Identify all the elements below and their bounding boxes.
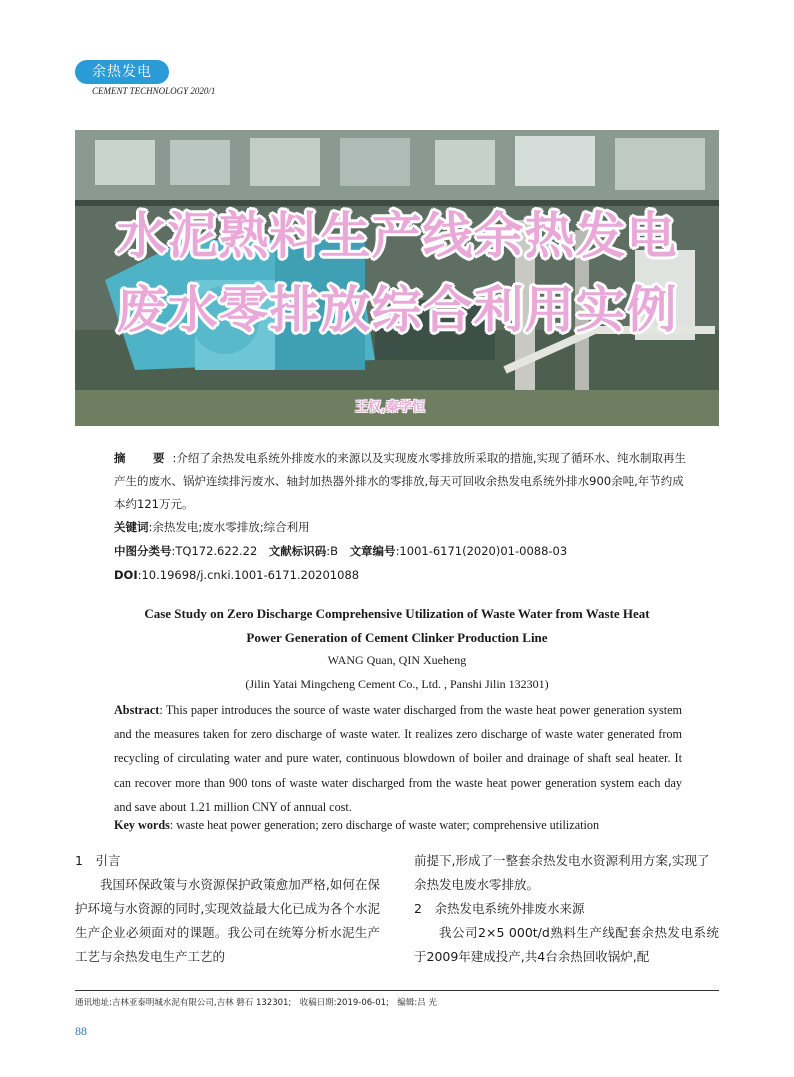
body-column-right <box>414 849 719 969</box>
english-affiliation: (Jilin Yatai Mingcheng Cement Co., Ltd. , Panshi Jilin 132301) <box>245 677 549 691</box>
doc-code-value: :B <box>326 544 350 558</box>
footnote-divider <box>75 990 719 991</box>
clc-label: 中图分类号 <box>114 544 172 558</box>
doi-value: :10.19698/j.cnki.1001-6171.20201088 <box>137 568 360 582</box>
doc-code-label: 文献标识码 <box>268 544 327 558</box>
body-paragraph-1-cont: 前提下,形成了一整套余热发电水资源利用方案,实现了余热发电废水零排放。 <box>414 853 710 892</box>
abstract-cn-label: 摘 要 <box>114 451 173 465</box>
article-no-label: 文章编号 <box>349 544 396 558</box>
english-title-line-2: Power Generation of Cement Clinker Production Line <box>246 630 548 645</box>
section-heading-2: 2 余热发电系统外排废水来源 <box>414 901 585 916</box>
abstract-cn-text: :介绍了余热发电系统外排废水的来源以及实现废水零排放所采取的措施,实现了循环水、纯水制取再生产生的废水、锅炉连续排污废水、轴封加热器外排水的零排放,每天可回收余热发电系统外排水900余吨,年节约成本约121万元。 <box>114 451 687 511</box>
section-heading-1: 1 引言 <box>75 853 121 868</box>
body-column-left <box>75 849 380 969</box>
abstract-en-text: : This paper introduces the source of waste water discharged from the waste heat power generation system and the measures taken for zero discharge of waste water. It realizes zero discharge of waste water generated from recycling of circulating water and pure water, continuous blowdown of boiler and drainage of shaft seal heater. It can recover more than 900 tons of waste water discharged from the waste heat power generation system each day and save about 1.21 million CNY of annual cost. <box>114 703 682 814</box>
abstract-cn <box>114 447 694 516</box>
page-number: 88 <box>75 1024 87 1038</box>
journal-header: CEMENT TECHNOLOGY 2020/1 <box>92 86 216 96</box>
body-paragraph-2: 我公司2×5 000t/d熟料生产线配套余热发电系统于2009年建成投产,共4台余热回收锅炉,配 <box>414 925 719 964</box>
article-no-value: :1001-6171(2020)01-0088-03 <box>395 544 568 558</box>
classification-line <box>114 540 694 563</box>
keywords-en-text: : waste heat power generation; zero discharge of waste water; comprehensive utilization <box>169 818 600 832</box>
title-line-2: 废水零排放综合利用实例 <box>116 281 678 339</box>
doi-line <box>114 564 694 587</box>
keywords-cn-label: 关键词 <box>114 520 149 534</box>
abstract-en <box>114 698 682 819</box>
english-authors: WANG Quan, QIN Xueheng <box>327 653 467 667</box>
keywords-en <box>114 815 682 835</box>
doi-label: DOI <box>114 568 138 582</box>
footnote: 通讯地址:吉林亚泰明城水泥有限公司,吉林 磐石 132301; 收稿日期:2019-06-01; 编辑:吕 光 <box>75 998 437 1008</box>
authors-cn: 王权,秦学恒 <box>355 400 425 415</box>
english-title-line-1: Case Study on Zero Discharge Comprehensive Utilization of Waste Water from Waste Heat <box>144 606 650 621</box>
section-tag: 余热发电 <box>75 60 169 84</box>
body-paragraph-1: 我国环保政策与水资源保护政策愈加严格,如何在保护环境与水资源的同时,实现效益最大化已成为各个水泥生产企业必须面对的课题。我公司在统筹分析水泥生产工艺与余热发电生产工艺的 <box>75 877 380 964</box>
clc-value: :TQ172.622.22 <box>171 544 269 558</box>
keywords-cn <box>114 516 694 539</box>
abstract-en-label: Abstract <box>114 703 160 717</box>
title-line-1: 水泥熟料生产线余热发电 <box>116 207 678 265</box>
keywords-en-label: Key words <box>114 818 170 832</box>
keywords-cn-text: :余热发电;废水零排放;综合利用 <box>148 520 310 534</box>
title-banner <box>75 130 719 426</box>
